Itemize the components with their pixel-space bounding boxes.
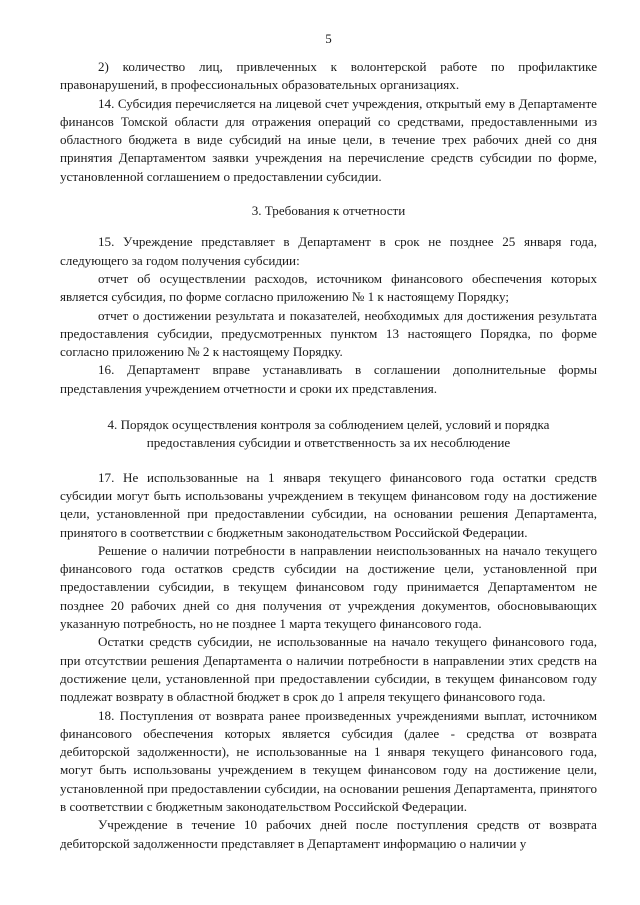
document-page (60, 30, 597, 853)
page-number: 5 (325, 31, 332, 46)
section-4-heading-line-1: 4. Порядок осуществления контроля за соблюдением целей, условий и порядка (107, 417, 550, 433)
paragraph-item-2: 2) количество лиц, привлеченных к волонтерской работе по профилактике правонарушений, в профессиональных образовательных организациях. (60, 59, 597, 93)
section-4-heading-line-2: предоставления субсидии и ответственность за их несоблюдение (146, 435, 511, 451)
paragraph-18: 18. Поступления от возврата ранее произведенных учреждениями выплат, источником финансового обеспечения которых является субсидия (далее - средства от возврата дебиторской задолженности), не использованные на 1 января текущего финансового года, могут быть использованы учреждением в текущем финансовом году на достижение цели, установленной при предоставлении субсидии, на основании решения Департамента, принятого в соответствии с бюджетным законодательством Российской Федерации. (60, 707, 597, 814)
paragraph-15-report-results: отчет о достижении результата и показателей, необходимых для достижения результата предоставления субсидии, предусмотренных пунктом 13 настоящего Порядка, по форме согласно приложению № 2 к настоящему Порядку. (60, 307, 597, 360)
paragraph-18-information: Учреждение в течение 10 рабочих дней после поступления средств от возврата дебиторской задолженности представляет в Департамент информацию о наличии у (60, 817, 597, 851)
section-4-heading (60, 416, 597, 453)
paragraph-17: 17. Не использованные на 1 января текущего финансового года остатки средств субсидии могут быть использованы учреждением в текущем финансовом году на достижение цели, установленной при предоставлении субсидии, на основании решения Департамента, принятого в соответствии с бюджетным законодательством Российской Федерации. (60, 469, 597, 540)
paragraph-17-remainder: Остатки средств субсидии, не использованные на начало текущего финансового года, при отсутствии решения Департамента о наличии потребности в направлении этих средств на достижение цели, установленной при предоставлении субсидии, в текущем финансовом году подлежат возврату в областной бюджет в срок до 1 апреля текущего финансового года. (60, 634, 597, 705)
paragraph-15: 15. Учреждение представляет в Департамент в срок не позднее 25 января года, следующего за годом получения субсидии: (60, 234, 597, 268)
paragraph-16: 16. Департамент вправе устанавливать в соглашении дополнительные формы представления учреждением отчетности и сроки их представления. (60, 362, 597, 396)
paragraph-15-report-expenses: отчет об осуществлении расходов, источником финансового обеспечения которых является субсидия, по форме согласно приложению № 1 к настоящему Порядку; (60, 270, 597, 305)
section-3-heading: 3. Требования к отчетности (251, 203, 406, 219)
paragraph-14: 14. Субсидия перечисляется на лицевой счет учреждения, открытый ему в Департаменте финансов Томской области для отражения операций со средствами, предоставленными из областного бюджета в виде субсидий на иные цели, в течение трех рабочих дней со дня принятия Департаментом заявки учреждения на перечисление средств субсидии по форме, установленной соглашением о предоставлении субсидии. (60, 95, 597, 184)
paragraph-17-decision: Решение о наличии потребности в направлении неиспользованных на начало текущего финансового года остатков средств субсидии на достижение цели, установленной при предоставлении субсидии, в текущем финансовом году принимается Департаментом не позднее 20 рабочих дней со дня получения от учреждения документов, обосновывающих указанную потребность, но не позднее 1 марта текущего финансового года. (60, 542, 597, 632)
